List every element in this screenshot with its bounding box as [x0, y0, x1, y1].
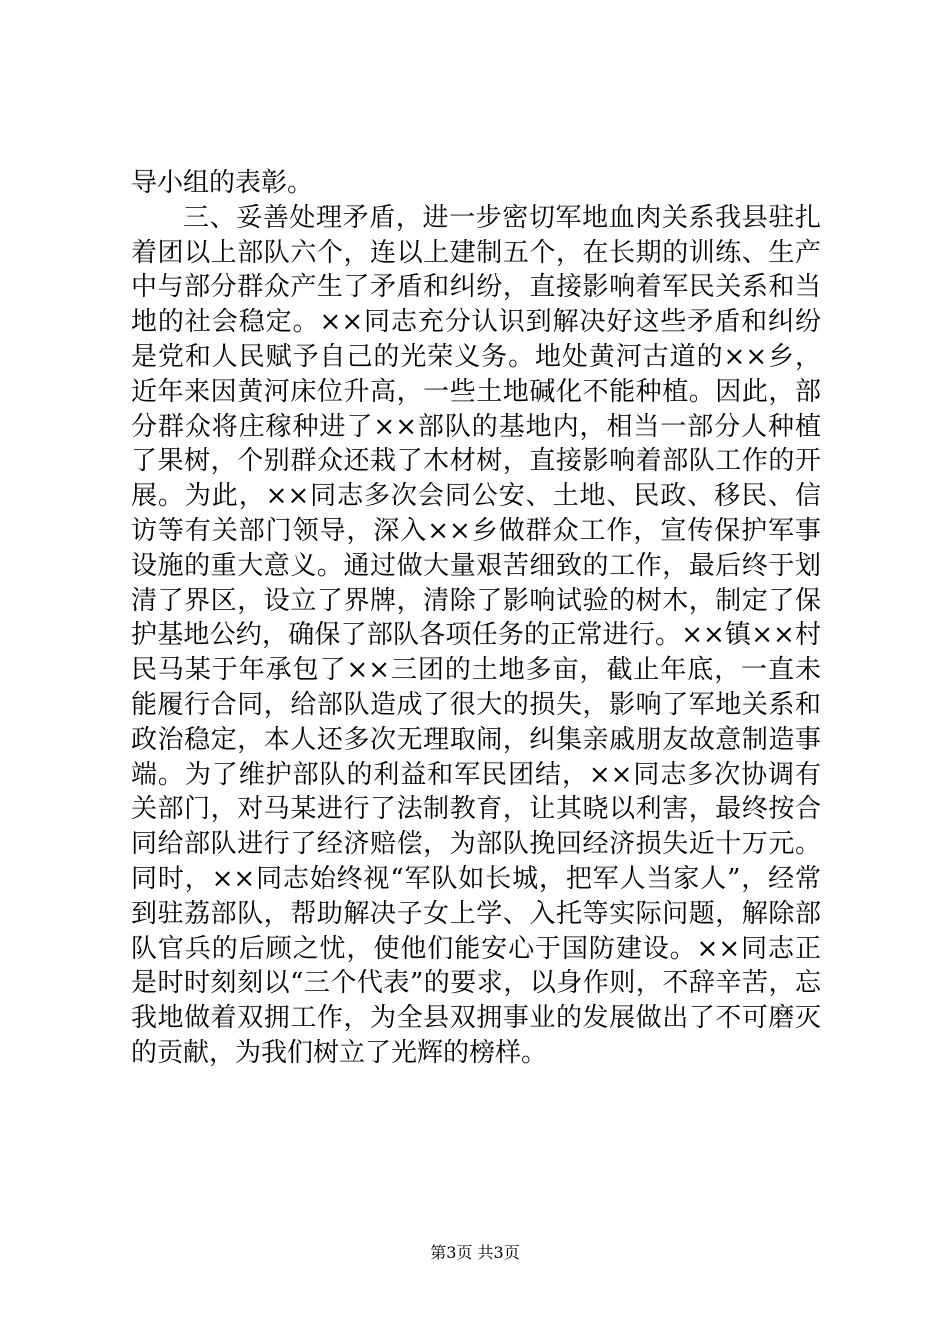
- page-footer: [0, 1243, 950, 1263]
- document-body: [131, 166, 821, 1071]
- paragraph-continued: 导小组的表彰。: [131, 168, 314, 198]
- page-number-label: 第3页 共3页: [430, 1243, 520, 1262]
- paragraph-section-3: 三、妥善处理矛盾，进一步密切军地血肉关系我县驻扎着团以上部队六个，连以上建制五个，在长期的训练、生产中与部分群众产生了矛盾和纠纷，直接影响着军民关系和当地的社会稳定。××同志充分认识到解决好这些矛盾和纠纷是党和人民赋予自己的光荣义务。地处黄河古道的××乡，近年来因黄河床位升高，一些土地碱化不能种植。因此，部分群众将庄稼种进了××部队的基地内，相当一部分人种植了果树，个别群众还栽了木材树，直接影响着部队工作的开展。为此，××同志多次会同公安、土地、民政、移民、信访等有关部门领导，深入××乡做群众工作，宣传保护军事设施的重大意义。通过做大量艰苦细致的工作，最后终于划清了界区，设立了界牌，清除了影响试验的树木，制定了保护基地公约，确保了部队各项任务的正常进行。××镇××村民马某于年承包了××三团的土地多亩，截止年底，一直未能履行合同，给部队造成了很大的损失，影响了军地关系和政治稳定，本人还多次无理取闹，纠集亲戚朋友故意制造事端。为了维护部队的利益和军民团结，××同志多次协调有关部门，对马某进行了法制教育，让其晓以利害，最终按合同给部队进行了经济赔偿，为部队挽回经济损失近十万元。同时，××同志始终视“军队如长城，把军人当家人”，经常到驻荔部队，帮助解决子女上学、入托等实际问题，解除部队官兵的后顾之忧，使他们能安心于国防建设。××同志正是时时刻刻以“三个代表”的要求，以身作则，不辞辛苦，忘我地做着双拥工作，为全县双拥事业的发展做出了不可磨灭的贡献，为我们树立了光辉的榜样。: [131, 202, 821, 1068]
